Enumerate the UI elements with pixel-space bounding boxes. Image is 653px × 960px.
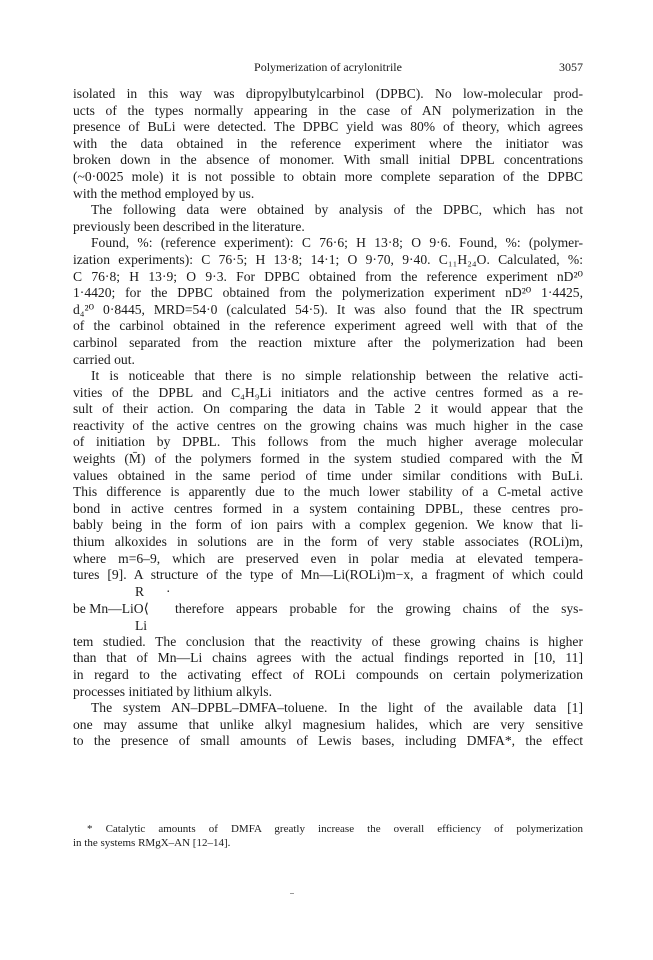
formula-left: be Mn—LiO⟨ (73, 600, 149, 616)
text-line: This difference is apparently due to the much lower stability of a C-metal active (73, 484, 583, 500)
text-line: broken down in the absence of monomer. With small initial DPBL concentrations (73, 152, 583, 168)
text-line: weights (M̄) of the polymers formed in the system studied compared with the M̄ (73, 451, 583, 467)
formula-sentence: therefore appears probable for the growing chains of the sys- (175, 600, 583, 616)
text-line: (~0·0025 mole) it is not possible to obtain more complete separation of the DPBC (73, 168, 583, 184)
footnote-line: in the systems RMgX–AN [12–14]. (73, 837, 231, 849)
text-line: C 76·8; H 13·9; O 9·3. For DPBC obtained from the reference experiment nD²⁰ (73, 268, 583, 284)
text-line: than that of Mn—Li chains agrees with the actual findings reported in [10, 11] (73, 650, 583, 666)
text-line: bably being in the form of ion pairs with a complex gegenion. We know that li- (73, 517, 583, 533)
text-line: processes initiated by lithium alkyls. (73, 683, 272, 699)
text-line: reactivity of the active centres on the growing chains was much higher in the case (73, 417, 583, 433)
structure-formula (73, 584, 583, 634)
text-line: vities of the DPBL and C₄H₉Li initiators and the active centres formed as a re- (73, 384, 583, 400)
page-number: 3057 (559, 60, 583, 74)
text-line: 1·4420; for the DPBC obtained from the polymerization experiment nD²⁰ 1·4425, (73, 285, 583, 301)
text-line: thium alkoxides in solutions are in the form of very stable associates (ROLi)m, (73, 534, 583, 550)
text-line: isolated in this way was dipropylbutylcarbinol (DPBC). No low-molecular prod- (73, 86, 583, 101)
text-line: with the method employed by us. (73, 185, 255, 201)
body-text (73, 86, 583, 750)
text-line: of the carbinol obtained in the reference experiment agreed well with that of the (73, 318, 583, 334)
text-line: values obtained in the same period of time under similar conditions with BuLi. (73, 467, 583, 483)
footnote (73, 822, 583, 850)
text-line: ucts of the types normally appearing in the case of AN polymerization in the (73, 102, 583, 118)
text-line: sult of their action. On comparing the data in Table 2 it would appear that the (73, 401, 583, 417)
text-line: where m=6–9, which are preserved even in polar media at elevated tempera- (73, 550, 583, 566)
page-mark (290, 893, 294, 894)
text-line: in regard to the activating effect of ROLi compounds on certain polymerization (73, 667, 583, 682)
text-line: d₄²⁰ 0·8445, MRD=54·0 (calculated 54·5). It was also found that the IR spectrum (73, 301, 583, 317)
text-line: to the presence of small amounts of Lewis bases, including DMFA*, the effect (73, 733, 583, 749)
text-line: carbinol separated from the reaction mixture after the polymerization had been (73, 334, 583, 350)
text-line: ization experiments): C 76·5; H 13·8; 14·1; O 9·70, 9·40. C₁₁H₂₄O. Calculated, %: (73, 251, 583, 267)
running-title: Polymerization of acrylonitrile (254, 60, 402, 74)
formula-bracket: ⟨ (143, 600, 149, 616)
section-heading-line: The system AN–DPBL–DMFA–toluene. In the light of the available data [1] (91, 700, 583, 716)
text-line: one may assume that unlike alkyl magnesium halides, which are very sensitive (73, 716, 583, 732)
footnote-line: * Catalytic amounts of DMFA greatly increase the overall efficiency of polymerization (87, 823, 583, 835)
text-line: presence of BuLi were detected. The DPBC yield was 80% of theory, which agrees (73, 119, 583, 135)
text-line: bond in active centres formed in a system containing DPBL, these centres pro- (73, 500, 583, 516)
formula-dot: · (166, 583, 171, 599)
formula-r-group: R (135, 583, 145, 599)
text-line: It is noticeable that there is no simple relationship between the relative acti- (91, 368, 583, 384)
text-line: with the data obtained in the reference experiment where the initiator was (73, 135, 583, 151)
text-line: previously been described in the literature. (73, 218, 305, 234)
text-line: tures [9]. A structure of the type of Mn—Li(ROLi)m−x, a fragment of which could (73, 567, 583, 583)
text-line: carried out. (73, 351, 135, 367)
running-header (73, 60, 583, 78)
text-line: Found, %: (reference experiment): C 76·6; H 13·8; O 9·6. Found, %: (polymer- (91, 235, 583, 251)
text-line: tem studied. The conclusion that the reactivity of these growing chains is higher (73, 633, 583, 649)
text-line: of initiation by DPBL. This follows from the much higher average molecular (73, 434, 583, 450)
text-line: The following data were obtained by analysis of the DPBC, which has not (91, 202, 583, 218)
formula-li-group: Li (135, 617, 148, 633)
